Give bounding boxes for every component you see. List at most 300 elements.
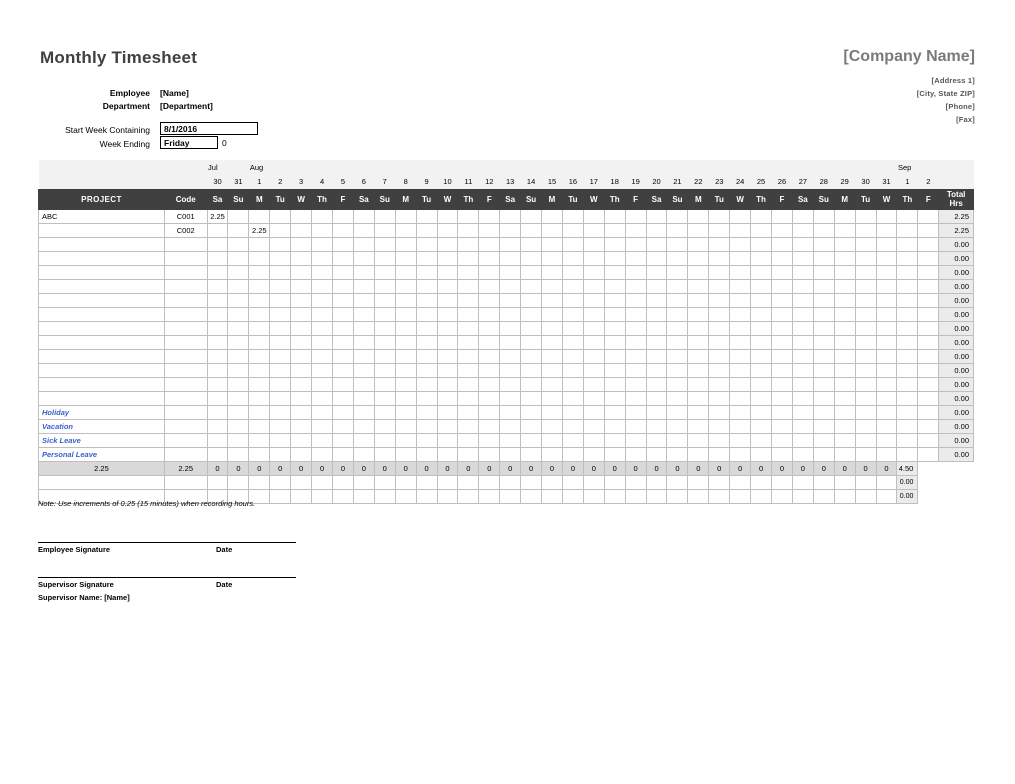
hours-cell[interactable] xyxy=(751,363,772,377)
hours-cell[interactable] xyxy=(813,265,834,279)
hours-cell[interactable] xyxy=(667,265,688,279)
ot-hours-row-day[interactable] xyxy=(688,489,709,503)
hours-cell[interactable] xyxy=(312,419,333,433)
hours-cell[interactable] xyxy=(249,251,270,265)
hours-cell[interactable] xyxy=(374,363,395,377)
hours-cell[interactable] xyxy=(772,433,793,447)
hours-cell[interactable] xyxy=(562,405,583,419)
hours-cell[interactable] xyxy=(291,265,312,279)
hours-cell[interactable] xyxy=(521,349,542,363)
project-code-cell[interactable] xyxy=(164,307,207,321)
hours-cell[interactable] xyxy=(918,265,939,279)
hours-cell[interactable] xyxy=(332,279,353,293)
hours-cell[interactable] xyxy=(709,363,730,377)
hours-cell[interactable] xyxy=(730,349,751,363)
hours-cell[interactable] xyxy=(479,377,500,391)
hours-cell[interactable] xyxy=(437,419,458,433)
hours-cell[interactable] xyxy=(792,391,813,405)
hours-cell[interactable] xyxy=(291,321,312,335)
hours-cell[interactable] xyxy=(583,279,604,293)
hours-cell[interactable] xyxy=(772,335,793,349)
hours-cell[interactable] xyxy=(792,223,813,237)
hours-cell[interactable] xyxy=(395,251,416,265)
hours-cell[interactable] xyxy=(500,279,521,293)
hours-cell[interactable] xyxy=(583,419,604,433)
hours-cell[interactable] xyxy=(395,363,416,377)
hours-cell[interactable] xyxy=(583,447,604,461)
hours-cell[interactable]: 2.25 xyxy=(207,209,228,223)
ot-hours-row-day[interactable] xyxy=(667,489,688,503)
hours-cell[interactable] xyxy=(437,349,458,363)
hours-cell[interactable] xyxy=(521,251,542,265)
hours-cell[interactable] xyxy=(312,377,333,391)
hours-cell[interactable] xyxy=(625,377,646,391)
hours-cell[interactable] xyxy=(897,377,918,391)
hours-cell[interactable] xyxy=(625,419,646,433)
hours-cell[interactable] xyxy=(751,405,772,419)
hours-cell[interactable] xyxy=(876,265,897,279)
regular-hours-row-day[interactable] xyxy=(270,475,291,489)
project-name-cell[interactable]: Vacation xyxy=(39,419,165,433)
hours-cell[interactable] xyxy=(855,447,876,461)
hours-cell[interactable] xyxy=(228,237,249,251)
hours-cell[interactable] xyxy=(249,265,270,279)
hours-cell[interactable] xyxy=(500,251,521,265)
hours-cell[interactable] xyxy=(604,391,625,405)
hours-cell[interactable] xyxy=(353,391,374,405)
ot-hours-row-day[interactable] xyxy=(646,489,667,503)
regular-hours-row-day[interactable] xyxy=(291,475,312,489)
hours-cell[interactable] xyxy=(772,377,793,391)
hours-cell[interactable] xyxy=(918,419,939,433)
hours-cell[interactable] xyxy=(479,209,500,223)
hours-cell[interactable] xyxy=(772,209,793,223)
hours-cell[interactable] xyxy=(458,391,479,405)
hours-cell[interactable] xyxy=(813,433,834,447)
hours-cell[interactable] xyxy=(374,279,395,293)
hours-cell[interactable] xyxy=(730,279,751,293)
hours-cell[interactable] xyxy=(772,307,793,321)
hours-cell[interactable] xyxy=(374,265,395,279)
hours-cell[interactable] xyxy=(792,377,813,391)
hours-cell[interactable] xyxy=(416,335,437,349)
hours-cell[interactable] xyxy=(583,377,604,391)
hours-cell[interactable] xyxy=(395,265,416,279)
hours-cell[interactable] xyxy=(270,447,291,461)
hours-cell[interactable] xyxy=(437,307,458,321)
hours-cell[interactable] xyxy=(709,265,730,279)
hours-cell[interactable] xyxy=(291,209,312,223)
hours-cell[interactable] xyxy=(751,433,772,447)
hours-cell[interactable] xyxy=(897,433,918,447)
hours-cell[interactable] xyxy=(876,377,897,391)
hours-cell[interactable] xyxy=(562,363,583,377)
hours-cell[interactable] xyxy=(751,251,772,265)
hours-cell[interactable] xyxy=(918,405,939,419)
regular-hours-row-day[interactable] xyxy=(792,475,813,489)
hours-cell[interactable] xyxy=(667,251,688,265)
hours-cell[interactable] xyxy=(562,209,583,223)
hours-cell[interactable] xyxy=(688,293,709,307)
hours-cell[interactable] xyxy=(479,251,500,265)
hours-cell[interactable] xyxy=(395,405,416,419)
hours-cell[interactable] xyxy=(646,293,667,307)
hours-cell[interactable] xyxy=(437,223,458,237)
hours-cell[interactable] xyxy=(730,405,751,419)
hours-cell[interactable] xyxy=(562,223,583,237)
hours-cell[interactable] xyxy=(604,349,625,363)
hours-cell[interactable] xyxy=(521,293,542,307)
project-name-cell[interactable] xyxy=(39,307,165,321)
hours-cell[interactable] xyxy=(249,237,270,251)
hours-cell[interactable] xyxy=(270,265,291,279)
hours-cell[interactable] xyxy=(625,433,646,447)
hours-cell[interactable]: 2.25 xyxy=(249,223,270,237)
hours-cell[interactable] xyxy=(291,433,312,447)
ot-hours-row-day[interactable] xyxy=(458,489,479,503)
hours-cell[interactable] xyxy=(521,335,542,349)
hours-cell[interactable] xyxy=(876,349,897,363)
hours-cell[interactable] xyxy=(562,349,583,363)
hours-cell[interactable] xyxy=(772,293,793,307)
hours-cell[interactable] xyxy=(792,237,813,251)
regular-hours-row-day[interactable] xyxy=(458,475,479,489)
regular-hours-row-day[interactable] xyxy=(542,475,563,489)
hours-cell[interactable] xyxy=(625,321,646,335)
hours-cell[interactable] xyxy=(291,419,312,433)
hours-cell[interactable] xyxy=(542,209,563,223)
hours-cell[interactable] xyxy=(228,321,249,335)
hours-cell[interactable] xyxy=(792,279,813,293)
regular-hours-row-day[interactable] xyxy=(876,475,897,489)
project-name-cell[interactable] xyxy=(39,265,165,279)
hours-cell[interactable] xyxy=(374,419,395,433)
hours-cell[interactable] xyxy=(688,377,709,391)
hours-cell[interactable] xyxy=(500,433,521,447)
hours-cell[interactable] xyxy=(312,405,333,419)
hours-cell[interactable] xyxy=(332,321,353,335)
regular-hours-row-day[interactable] xyxy=(834,475,855,489)
hours-cell[interactable] xyxy=(918,307,939,321)
hours-cell[interactable] xyxy=(625,265,646,279)
hours-cell[interactable] xyxy=(792,447,813,461)
hours-cell[interactable] xyxy=(332,349,353,363)
hours-cell[interactable] xyxy=(521,209,542,223)
hours-cell[interactable] xyxy=(458,307,479,321)
hours-cell[interactable] xyxy=(772,223,793,237)
hours-cell[interactable] xyxy=(772,447,793,461)
hours-cell[interactable] xyxy=(353,307,374,321)
hours-cell[interactable] xyxy=(604,251,625,265)
hours-cell[interactable] xyxy=(876,363,897,377)
hours-cell[interactable] xyxy=(207,349,228,363)
hours-cell[interactable] xyxy=(458,293,479,307)
hours-cell[interactable] xyxy=(458,447,479,461)
project-code-cell[interactable] xyxy=(164,377,207,391)
hours-cell[interactable] xyxy=(479,237,500,251)
hours-cell[interactable] xyxy=(751,293,772,307)
hours-cell[interactable] xyxy=(855,265,876,279)
hours-cell[interactable] xyxy=(667,349,688,363)
hours-cell[interactable] xyxy=(688,363,709,377)
hours-cell[interactable] xyxy=(709,391,730,405)
hours-cell[interactable] xyxy=(834,405,855,419)
hours-cell[interactable] xyxy=(353,335,374,349)
hours-cell[interactable] xyxy=(395,377,416,391)
hours-cell[interactable] xyxy=(667,419,688,433)
hours-cell[interactable] xyxy=(918,377,939,391)
ot-hours-row-day[interactable] xyxy=(332,489,353,503)
hours-cell[interactable] xyxy=(625,363,646,377)
hours-cell[interactable] xyxy=(542,377,563,391)
hours-cell[interactable] xyxy=(500,237,521,251)
hours-cell[interactable] xyxy=(270,433,291,447)
project-code-cell[interactable] xyxy=(164,251,207,265)
hours-cell[interactable] xyxy=(625,335,646,349)
hours-cell[interactable] xyxy=(249,307,270,321)
hours-cell[interactable] xyxy=(646,335,667,349)
hours-cell[interactable] xyxy=(479,363,500,377)
hours-cell[interactable] xyxy=(207,433,228,447)
hours-cell[interactable] xyxy=(542,321,563,335)
hours-cell[interactable] xyxy=(500,293,521,307)
hours-cell[interactable] xyxy=(604,363,625,377)
ot-hours-row-day[interactable] xyxy=(709,489,730,503)
hours-cell[interactable] xyxy=(249,293,270,307)
hours-cell[interactable] xyxy=(583,433,604,447)
hours-cell[interactable] xyxy=(897,307,918,321)
hours-cell[interactable] xyxy=(876,447,897,461)
hours-cell[interactable] xyxy=(562,377,583,391)
regular-hours-row-day[interactable] xyxy=(416,475,437,489)
hours-cell[interactable] xyxy=(918,363,939,377)
hours-cell[interactable] xyxy=(500,405,521,419)
ot-hours-row-day[interactable] xyxy=(625,489,646,503)
hours-cell[interactable] xyxy=(437,293,458,307)
hours-cell[interactable] xyxy=(918,251,939,265)
hours-cell[interactable] xyxy=(646,447,667,461)
hours-cell[interactable] xyxy=(855,237,876,251)
regular-hours-row-day[interactable] xyxy=(583,475,604,489)
hours-cell[interactable] xyxy=(207,405,228,419)
regular-hours-row-day[interactable] xyxy=(667,475,688,489)
ot-hours-row-day[interactable] xyxy=(604,489,625,503)
hours-cell[interactable] xyxy=(855,349,876,363)
hours-cell[interactable] xyxy=(270,391,291,405)
project-name-cell[interactable] xyxy=(39,377,165,391)
hours-cell[interactable] xyxy=(834,307,855,321)
hours-cell[interactable] xyxy=(249,279,270,293)
hours-cell[interactable] xyxy=(730,363,751,377)
hours-cell[interactable] xyxy=(730,237,751,251)
hours-cell[interactable] xyxy=(500,209,521,223)
hours-cell[interactable] xyxy=(646,433,667,447)
hours-cell[interactable] xyxy=(270,419,291,433)
hours-cell[interactable] xyxy=(834,447,855,461)
hours-cell[interactable] xyxy=(395,419,416,433)
hours-cell[interactable] xyxy=(353,293,374,307)
hours-cell[interactable] xyxy=(437,433,458,447)
hours-cell[interactable] xyxy=(604,265,625,279)
hours-cell[interactable] xyxy=(897,419,918,433)
regular-hours-row-day[interactable] xyxy=(730,475,751,489)
hours-cell[interactable] xyxy=(834,419,855,433)
hours-cell[interactable] xyxy=(688,447,709,461)
hours-cell[interactable] xyxy=(855,209,876,223)
hours-cell[interactable] xyxy=(395,209,416,223)
hours-cell[interactable] xyxy=(813,377,834,391)
hours-cell[interactable] xyxy=(521,223,542,237)
hours-cell[interactable] xyxy=(646,279,667,293)
hours-cell[interactable] xyxy=(667,293,688,307)
hours-cell[interactable] xyxy=(772,321,793,335)
ot-hours-row-day[interactable] xyxy=(374,489,395,503)
hours-cell[interactable] xyxy=(876,433,897,447)
hours-cell[interactable] xyxy=(855,293,876,307)
hours-cell[interactable] xyxy=(918,209,939,223)
hours-cell[interactable] xyxy=(709,433,730,447)
hours-cell[interactable] xyxy=(479,307,500,321)
hours-cell[interactable] xyxy=(395,223,416,237)
hours-cell[interactable] xyxy=(291,307,312,321)
hours-cell[interactable] xyxy=(228,363,249,377)
regular-hours-row-day[interactable] xyxy=(625,475,646,489)
hours-cell[interactable] xyxy=(688,251,709,265)
hours-cell[interactable] xyxy=(416,363,437,377)
hours-cell[interactable] xyxy=(604,209,625,223)
hours-cell[interactable] xyxy=(751,237,772,251)
hours-cell[interactable] xyxy=(207,223,228,237)
hours-cell[interactable] xyxy=(667,391,688,405)
hours-cell[interactable] xyxy=(353,419,374,433)
hours-cell[interactable] xyxy=(897,405,918,419)
hours-cell[interactable] xyxy=(813,447,834,461)
ot-hours-row-day[interactable] xyxy=(730,489,751,503)
hours-cell[interactable] xyxy=(688,405,709,419)
project-name-cell[interactable] xyxy=(39,391,165,405)
hours-cell[interactable] xyxy=(646,307,667,321)
hours-cell[interactable] xyxy=(604,419,625,433)
hours-cell[interactable] xyxy=(500,223,521,237)
hours-cell[interactable] xyxy=(625,307,646,321)
hours-cell[interactable] xyxy=(542,251,563,265)
hours-cell[interactable] xyxy=(688,237,709,251)
hours-cell[interactable] xyxy=(667,279,688,293)
project-code-cell[interactable] xyxy=(164,349,207,363)
hours-cell[interactable] xyxy=(918,447,939,461)
hours-cell[interactable] xyxy=(332,307,353,321)
hours-cell[interactable] xyxy=(918,335,939,349)
hours-cell[interactable] xyxy=(228,447,249,461)
hours-cell[interactable] xyxy=(228,251,249,265)
hours-cell[interactable] xyxy=(834,391,855,405)
hours-cell[interactable] xyxy=(792,251,813,265)
hours-cell[interactable] xyxy=(625,349,646,363)
project-code-cell[interactable] xyxy=(164,447,207,461)
hours-cell[interactable] xyxy=(207,279,228,293)
project-name-cell[interactable] xyxy=(39,279,165,293)
hours-cell[interactable] xyxy=(751,209,772,223)
hours-cell[interactable] xyxy=(562,335,583,349)
hours-cell[interactable] xyxy=(834,223,855,237)
hours-cell[interactable] xyxy=(918,433,939,447)
hours-cell[interactable] xyxy=(730,419,751,433)
project-code-cell[interactable] xyxy=(164,335,207,349)
hours-cell[interactable] xyxy=(646,321,667,335)
hours-cell[interactable] xyxy=(876,237,897,251)
project-code-cell[interactable] xyxy=(164,433,207,447)
hours-cell[interactable] xyxy=(312,209,333,223)
hours-cell[interactable] xyxy=(542,391,563,405)
hours-cell[interactable] xyxy=(479,405,500,419)
hours-cell[interactable] xyxy=(479,391,500,405)
hours-cell[interactable] xyxy=(792,293,813,307)
hours-cell[interactable] xyxy=(730,433,751,447)
project-name-cell[interactable] xyxy=(39,251,165,265)
hours-cell[interactable] xyxy=(353,209,374,223)
hours-cell[interactable] xyxy=(834,237,855,251)
hours-cell[interactable] xyxy=(207,335,228,349)
hours-cell[interactable] xyxy=(416,321,437,335)
hours-cell[interactable] xyxy=(521,447,542,461)
hours-cell[interactable] xyxy=(374,209,395,223)
hours-cell[interactable] xyxy=(730,447,751,461)
hours-cell[interactable] xyxy=(751,447,772,461)
hours-cell[interactable] xyxy=(876,307,897,321)
hours-cell[interactable] xyxy=(228,209,249,223)
hours-cell[interactable] xyxy=(604,237,625,251)
hours-cell[interactable] xyxy=(228,335,249,349)
hours-cell[interactable] xyxy=(583,363,604,377)
hours-cell[interactable] xyxy=(855,251,876,265)
ot-hours-row-day[interactable] xyxy=(270,489,291,503)
hours-cell[interactable] xyxy=(604,433,625,447)
hours-cell[interactable] xyxy=(207,237,228,251)
hours-cell[interactable] xyxy=(270,307,291,321)
hours-cell[interactable] xyxy=(353,279,374,293)
hours-cell[interactable] xyxy=(604,307,625,321)
hours-cell[interactable] xyxy=(918,391,939,405)
hours-cell[interactable] xyxy=(792,405,813,419)
hours-cell[interactable] xyxy=(709,419,730,433)
hours-cell[interactable] xyxy=(249,391,270,405)
hours-cell[interactable] xyxy=(521,363,542,377)
hours-cell[interactable] xyxy=(751,349,772,363)
ot-hours-row-day[interactable] xyxy=(772,489,793,503)
hours-cell[interactable] xyxy=(353,237,374,251)
hours-cell[interactable] xyxy=(562,433,583,447)
hours-cell[interactable] xyxy=(437,279,458,293)
hours-cell[interactable] xyxy=(625,391,646,405)
project-name-cell[interactable] xyxy=(39,293,165,307)
hours-cell[interactable] xyxy=(751,265,772,279)
hours-cell[interactable] xyxy=(374,251,395,265)
regular-hours-row-day[interactable] xyxy=(500,475,521,489)
hours-cell[interactable] xyxy=(772,237,793,251)
hours-cell[interactable] xyxy=(688,433,709,447)
hours-cell[interactable] xyxy=(312,223,333,237)
hours-cell[interactable] xyxy=(562,419,583,433)
hours-cell[interactable] xyxy=(813,335,834,349)
hours-cell[interactable] xyxy=(500,335,521,349)
hours-cell[interactable] xyxy=(416,265,437,279)
hours-cell[interactable] xyxy=(228,223,249,237)
week-ending-input[interactable]: Friday xyxy=(160,136,218,149)
hours-cell[interactable] xyxy=(897,209,918,223)
hours-cell[interactable] xyxy=(479,447,500,461)
hours-cell[interactable] xyxy=(813,223,834,237)
hours-cell[interactable] xyxy=(897,363,918,377)
